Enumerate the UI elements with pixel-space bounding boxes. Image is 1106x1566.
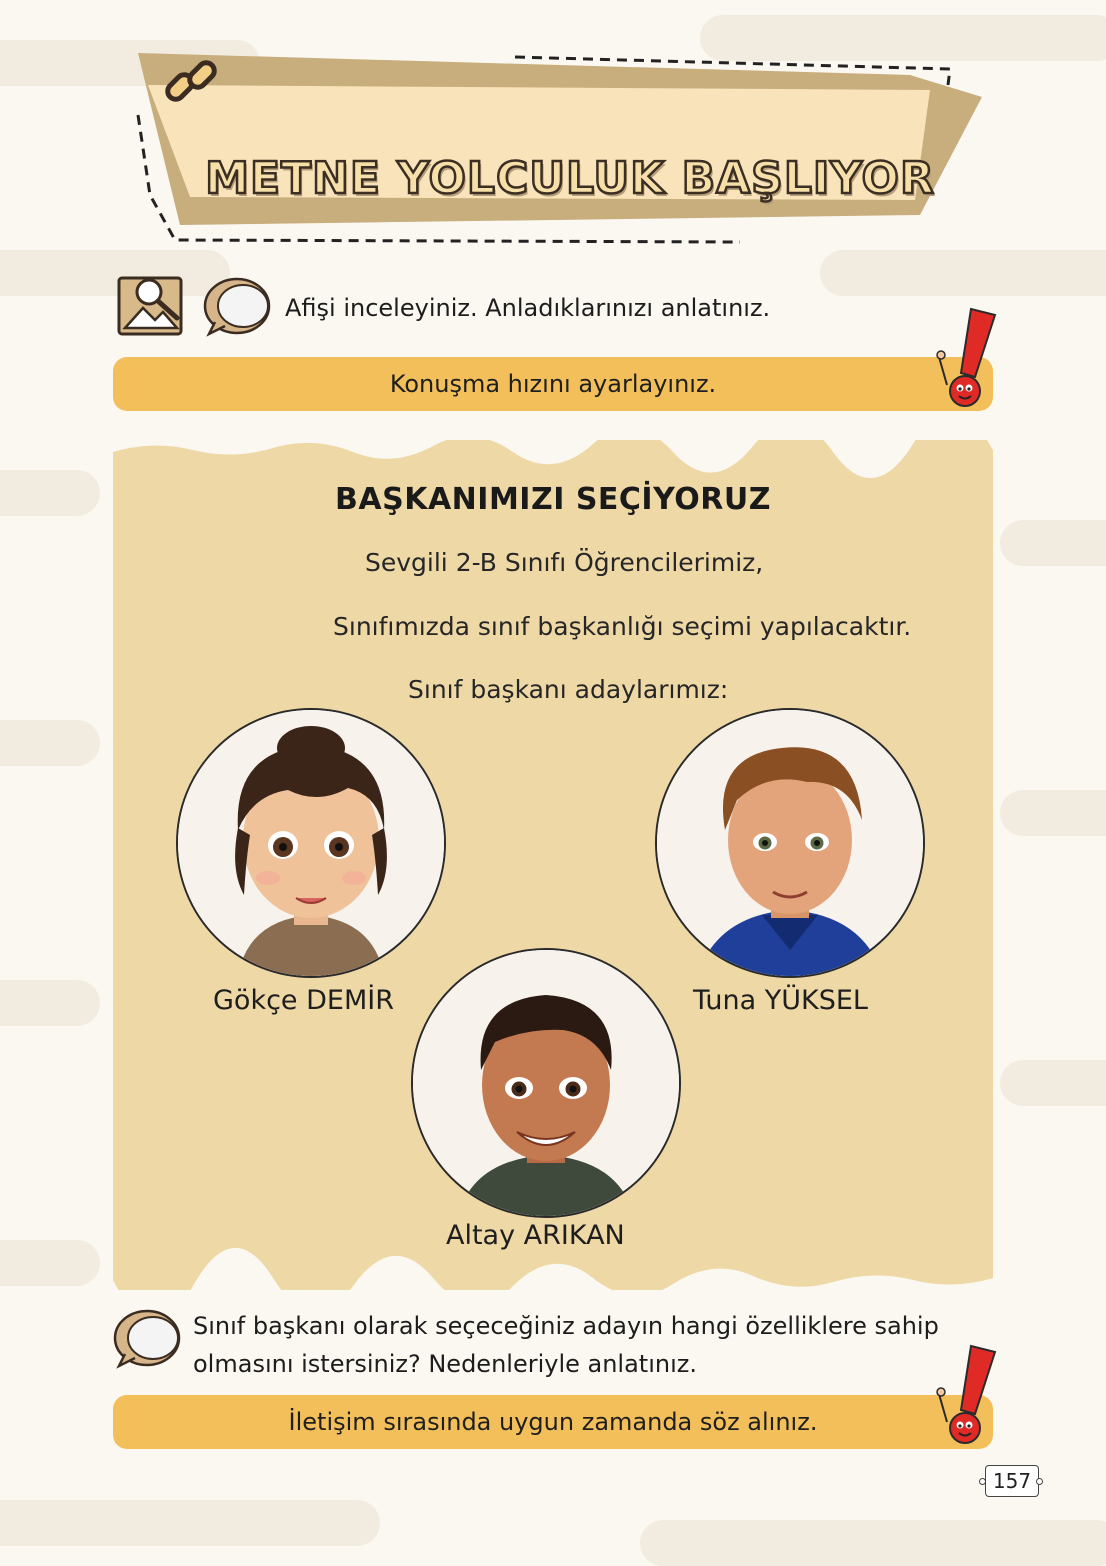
instruction2-line2: olmasını istersiniz? Nedenleriyle anlatınız.	[193, 1350, 697, 1378]
girl-portrait-icon	[178, 710, 444, 976]
candidate-name-1: Gökçe DEMİR	[213, 985, 394, 1016]
instruction2-line1: Sınıf başkanı olarak seçeceğiniz adayın hangi özelliklere sahip	[193, 1312, 939, 1340]
speech-bubble-icon	[113, 1308, 183, 1374]
tip-text: Konuşma hızını ayarlayınız.	[389, 370, 717, 398]
candidate-name-3: Altay ARIKAN	[446, 1220, 625, 1251]
tip-bar	[113, 1395, 993, 1449]
tip-bar	[113, 357, 993, 411]
poster-announcement: Sınıfımızda sınıf başkanlığı seçimi yapılacaktır.	[333, 612, 912, 641]
page-number-ornament	[1036, 1478, 1043, 1485]
candidate-portrait-2	[655, 708, 925, 978]
image-search-icon	[117, 274, 185, 340]
boy-portrait-icon	[413, 950, 679, 1216]
exclamation-mascot-icon	[935, 1342, 1005, 1451]
instruction-text: Afişi inceleyiniz. Anladıklarınızı anlatınız.	[285, 294, 771, 322]
speech-bubble-icon	[203, 276, 273, 342]
candidate-portrait-1	[176, 708, 446, 978]
election-poster	[113, 440, 993, 1290]
candidate-portrait-3	[411, 948, 681, 1218]
title-banner	[120, 45, 1000, 260]
poster-greeting: Sevgili 2-B Sınıfı Öğrencilerimiz,	[365, 548, 764, 577]
candidates-label: Sınıf başkanı adaylarımız:	[408, 675, 729, 704]
exclamation-mascot-icon	[935, 305, 1005, 414]
boy-portrait-icon	[657, 710, 923, 976]
poster-heading: BAŞKANIMIZI SEÇİYORUZ	[335, 482, 771, 517]
tip-text: İletişim sırasında uygun zamanda söz alınız.	[288, 1408, 818, 1436]
candidate-name-2: Tuna YÜKSEL	[693, 985, 868, 1016]
page-title: METNE YOLCULUK BAŞLIYOR	[205, 153, 935, 204]
page-number: 157	[985, 1465, 1039, 1497]
